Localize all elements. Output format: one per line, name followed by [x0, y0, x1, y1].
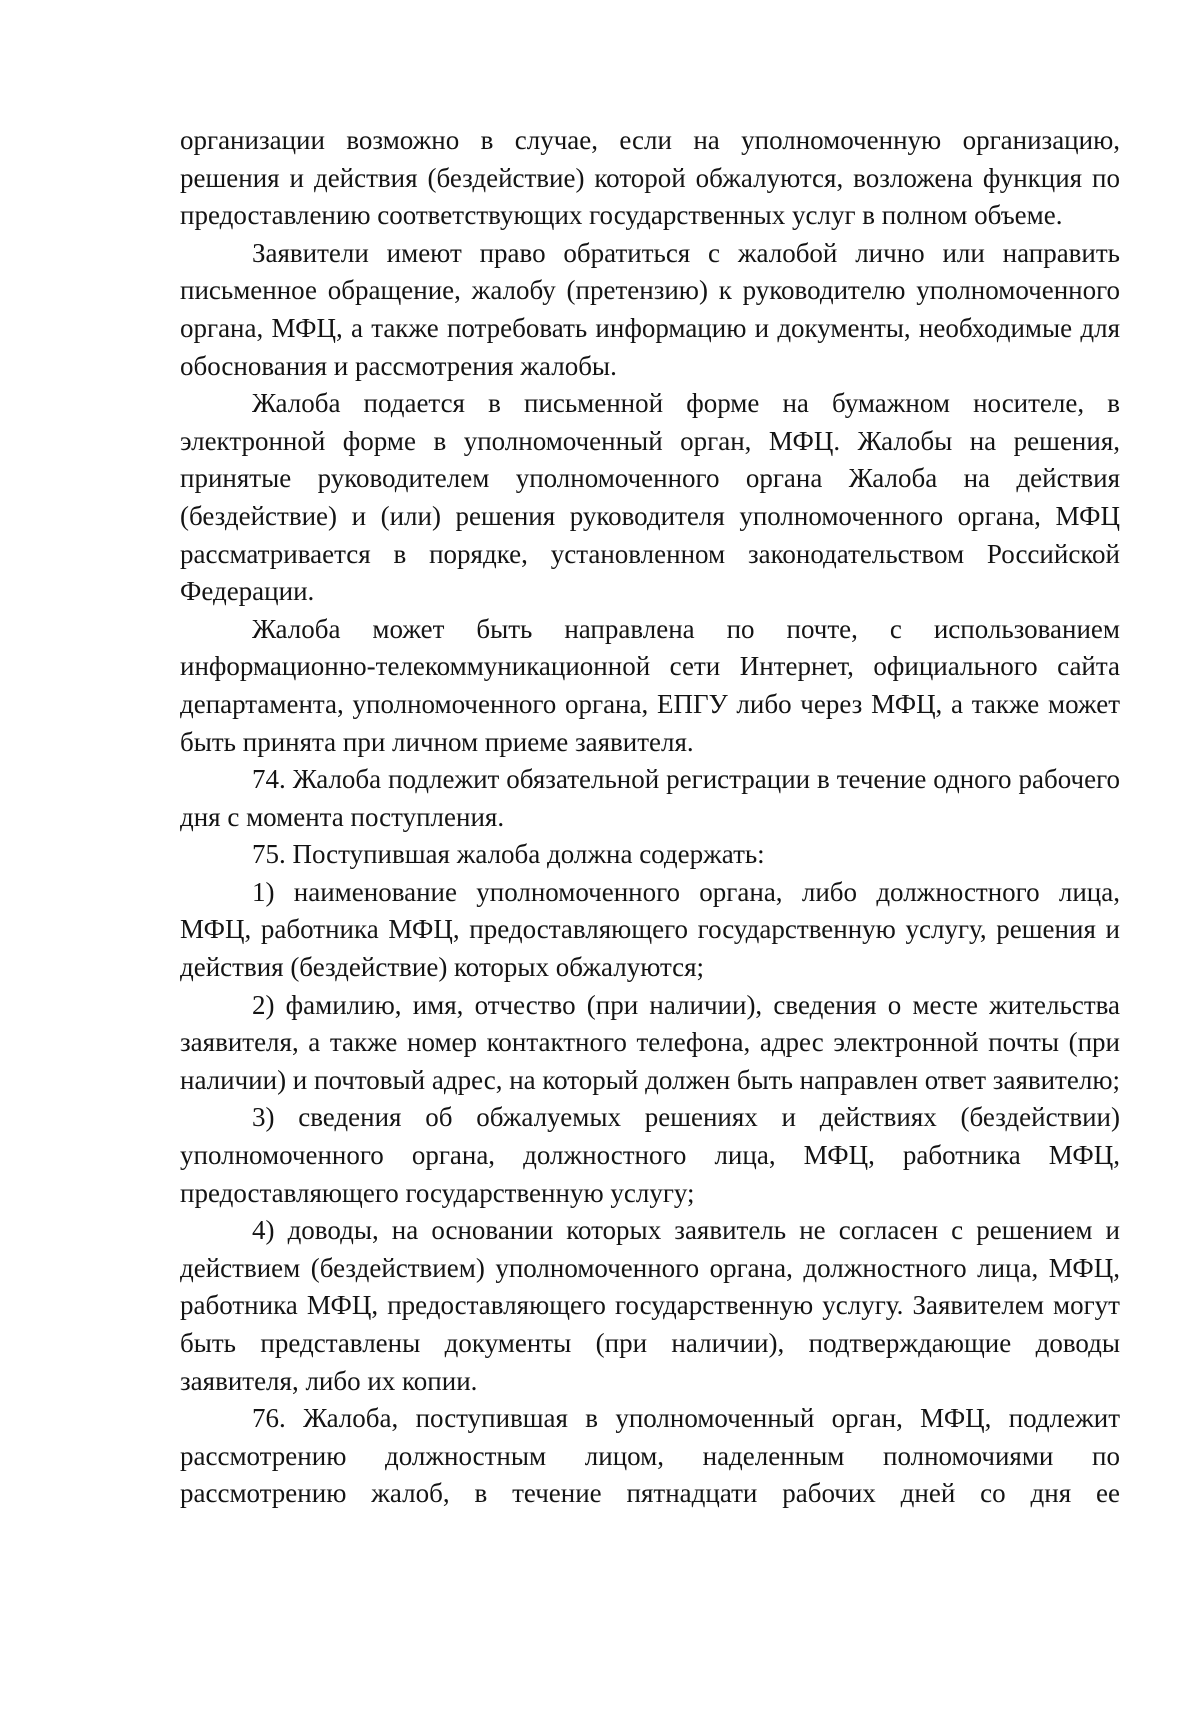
paragraph-applicant-rights: Заявители имеют право обратиться с жалобой лично или направить письменное обращение, жалобу (претензию) к руководителю уполномоченного органа, МФЦ, а также потребовать информацию и документы, необходимые для обоснования и рассмотрения жалобы.: [180, 237, 1120, 381]
paragraph-subitem-4: 4) доводы, на основании которых заявитель не согласен с решением и действием (бездействием) уполномоченного органа, должностного лица, МФЦ, работника МФЦ, предоставляющего государственную услугу. Заявителем могут быть представлены документы (при наличии), подтверждающие доводы заявителя, либо их копии.: [180, 1215, 1120, 1396]
paragraph-item-76: 76. Жалоба, поступившая в уполномоченный орган, МФЦ, подлежит рассмотрению должностным лицом, наделенным полномочиями по рассмотрению жалоб, в течение пятнадцати рабочих дней со дня ее: [180, 1403, 1120, 1509]
paragraph-subitem-3: 3) сведения об обжалуемых решениях и действиях (бездействии) уполномоченного органа, должностного лица, МФЦ, работника МФЦ, предоставляющего государственную услугу;: [180, 1102, 1120, 1208]
paragraph-subitem-2: 2) фамилию, имя, отчество (при наличии), сведения о месте жительства заявителя, а также номер контактного телефона, адрес электронной почты (при наличии) и почтовый адрес, на который должен быть направлен ответ заявителю;: [180, 989, 1120, 1095]
paragraph-item-74: 74. Жалоба подлежит обязательной регистрации в течение одного рабочего дня с момента поступления.: [180, 764, 1120, 832]
paragraph-complaint-form: Жалоба подается в письменной форме на бумажном носителе, в электронной форме в уполномоченный орган, МФЦ. Жалобы на решения, принятые руководителем уполномоченного органа Жалоба на действия (бездействие) и (или) решения руководителя уполномоченного органа, МФЦ рассматривается в порядке, установленном законодательством Российской Федерации.: [180, 388, 1120, 607]
document-body: [180, 122, 1120, 1513]
paragraph-complaint-delivery: Жалоба может быть направлена по почте, с использованием информационно-телекоммуникационной сети Интернет, официального сайта департамента, уполномоченного органа, ЕПГУ либо через МФЦ, а также может быть принята при личном приеме заявителя.: [180, 613, 1120, 757]
paragraph-item-75: 75. Поступившая жалоба должна содержать:: [252, 839, 765, 870]
paragraph-subitem-1: 1) наименование уполномоченного органа, либо должностного лица, МФЦ, работника МФЦ, предоставляющего государственную услугу, решения и действия (бездействие) которых обжалуются;: [180, 876, 1120, 983]
paragraph-continuation: организации возможно в случае, если на уполномоченную организацию, решения и действия (бездействие) которой обжалуются, возложена функция по предоставлению соответствующих государственных услуг в полном объеме.: [180, 125, 1120, 231]
